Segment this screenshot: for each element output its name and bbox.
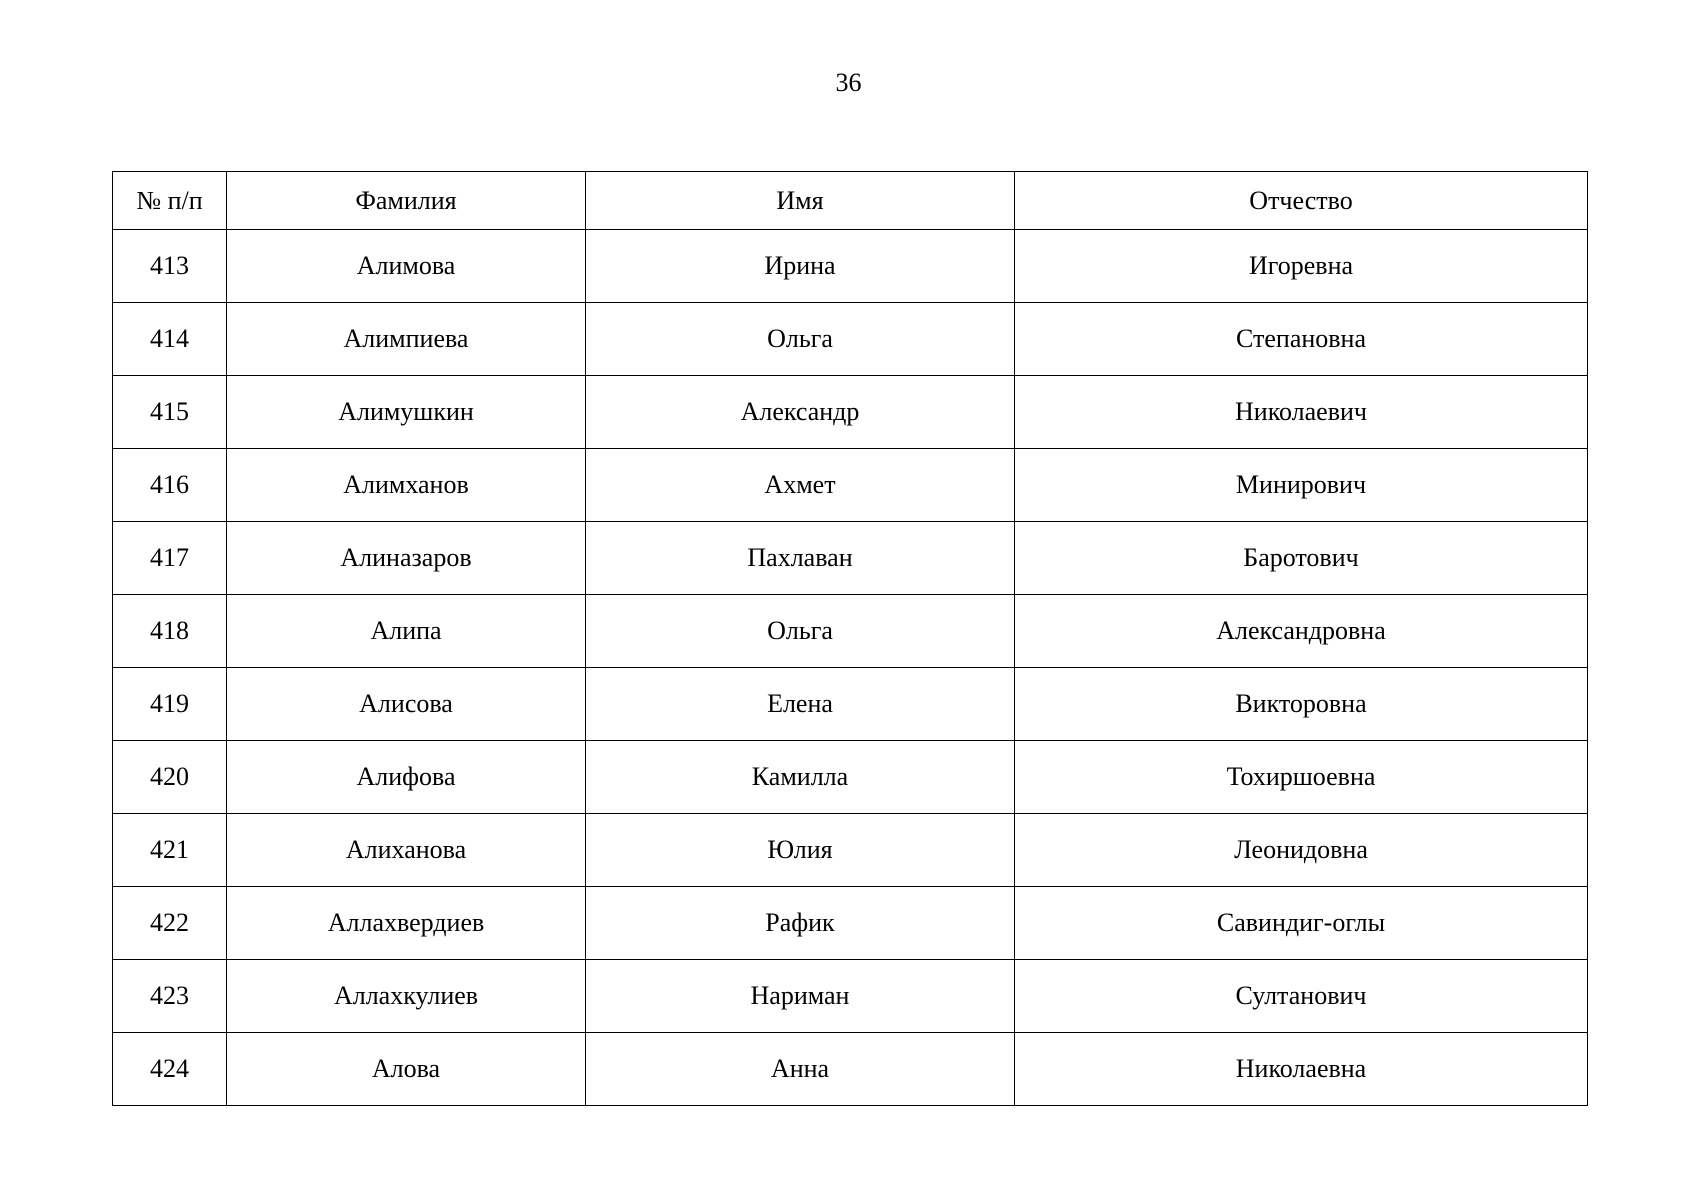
row-name: Елена [586,668,1015,741]
row-number: 422 [113,887,227,960]
table-row [113,522,1588,595]
row-patronymic: Игоревна [1015,230,1588,303]
table-row [113,741,1588,814]
row-number: 413 [113,230,227,303]
table-body [113,230,1588,1106]
row-number: 424 [113,1033,227,1106]
row-number: 415 [113,376,227,449]
table-row [113,376,1588,449]
row-name: Анна [586,1033,1015,1106]
page-number: 36 [835,68,862,97]
table-row [113,960,1588,1033]
row-surname: Аллахвердиев [227,887,586,960]
names-table-container [112,171,1587,1106]
row-surname: Алимханов [227,449,586,522]
row-surname: Аллахкулиев [227,960,586,1033]
row-number: 421 [113,814,227,887]
row-patronymic: Викторовна [1015,668,1588,741]
row-number: 418 [113,595,227,668]
row-patronymic: Николаевна [1015,1033,1588,1106]
table-header [113,172,1588,230]
row-name: Александр [586,376,1015,449]
row-name: Юлия [586,814,1015,887]
table-row [113,814,1588,887]
row-name: Камилла [586,741,1015,814]
row-surname: Алимушкин [227,376,586,449]
header-patronymic: Отчество [1015,172,1588,230]
row-surname: Алимова [227,230,586,303]
names-table [112,171,1588,1106]
row-surname: Алипа [227,595,586,668]
row-name: Ахмет [586,449,1015,522]
row-patronymic: Савиндиг-оглы [1015,887,1588,960]
row-surname: Алиназаров [227,522,586,595]
row-name: Рафик [586,887,1015,960]
table-row [113,1033,1588,1106]
row-number: 414 [113,303,227,376]
row-surname: Алимпиева [227,303,586,376]
table-row [113,668,1588,741]
row-patronymic: Леонидовна [1015,814,1588,887]
row-number: 416 [113,449,227,522]
row-surname: Алиханова [227,814,586,887]
row-name: Ирина [586,230,1015,303]
row-patronymic: Баротович [1015,522,1588,595]
table-row [113,887,1588,960]
row-number: 423 [113,960,227,1033]
row-name: Нариман [586,960,1015,1033]
row-patronymic: Александровна [1015,595,1588,668]
row-number: 420 [113,741,227,814]
header-number: № п/п [113,172,227,230]
row-surname: Алифова [227,741,586,814]
table-row [113,595,1588,668]
row-patronymic: Тохиршоевна [1015,741,1588,814]
row-surname: Алова [227,1033,586,1106]
row-surname: Алисова [227,668,586,741]
table-row [113,230,1588,303]
row-patronymic: Степановна [1015,303,1588,376]
header-surname: Фамилия [227,172,586,230]
header-row [113,172,1588,230]
header-name: Имя [586,172,1015,230]
row-number: 417 [113,522,227,595]
row-patronymic: Минирович [1015,449,1588,522]
row-name: Ольга [586,303,1015,376]
row-patronymic: Султанович [1015,960,1588,1033]
row-name: Ольга [586,595,1015,668]
row-name: Пахлаван [586,522,1015,595]
table-row [113,449,1588,522]
table-row [113,303,1588,376]
row-patronymic: Николаевич [1015,376,1588,449]
row-number: 419 [113,668,227,741]
